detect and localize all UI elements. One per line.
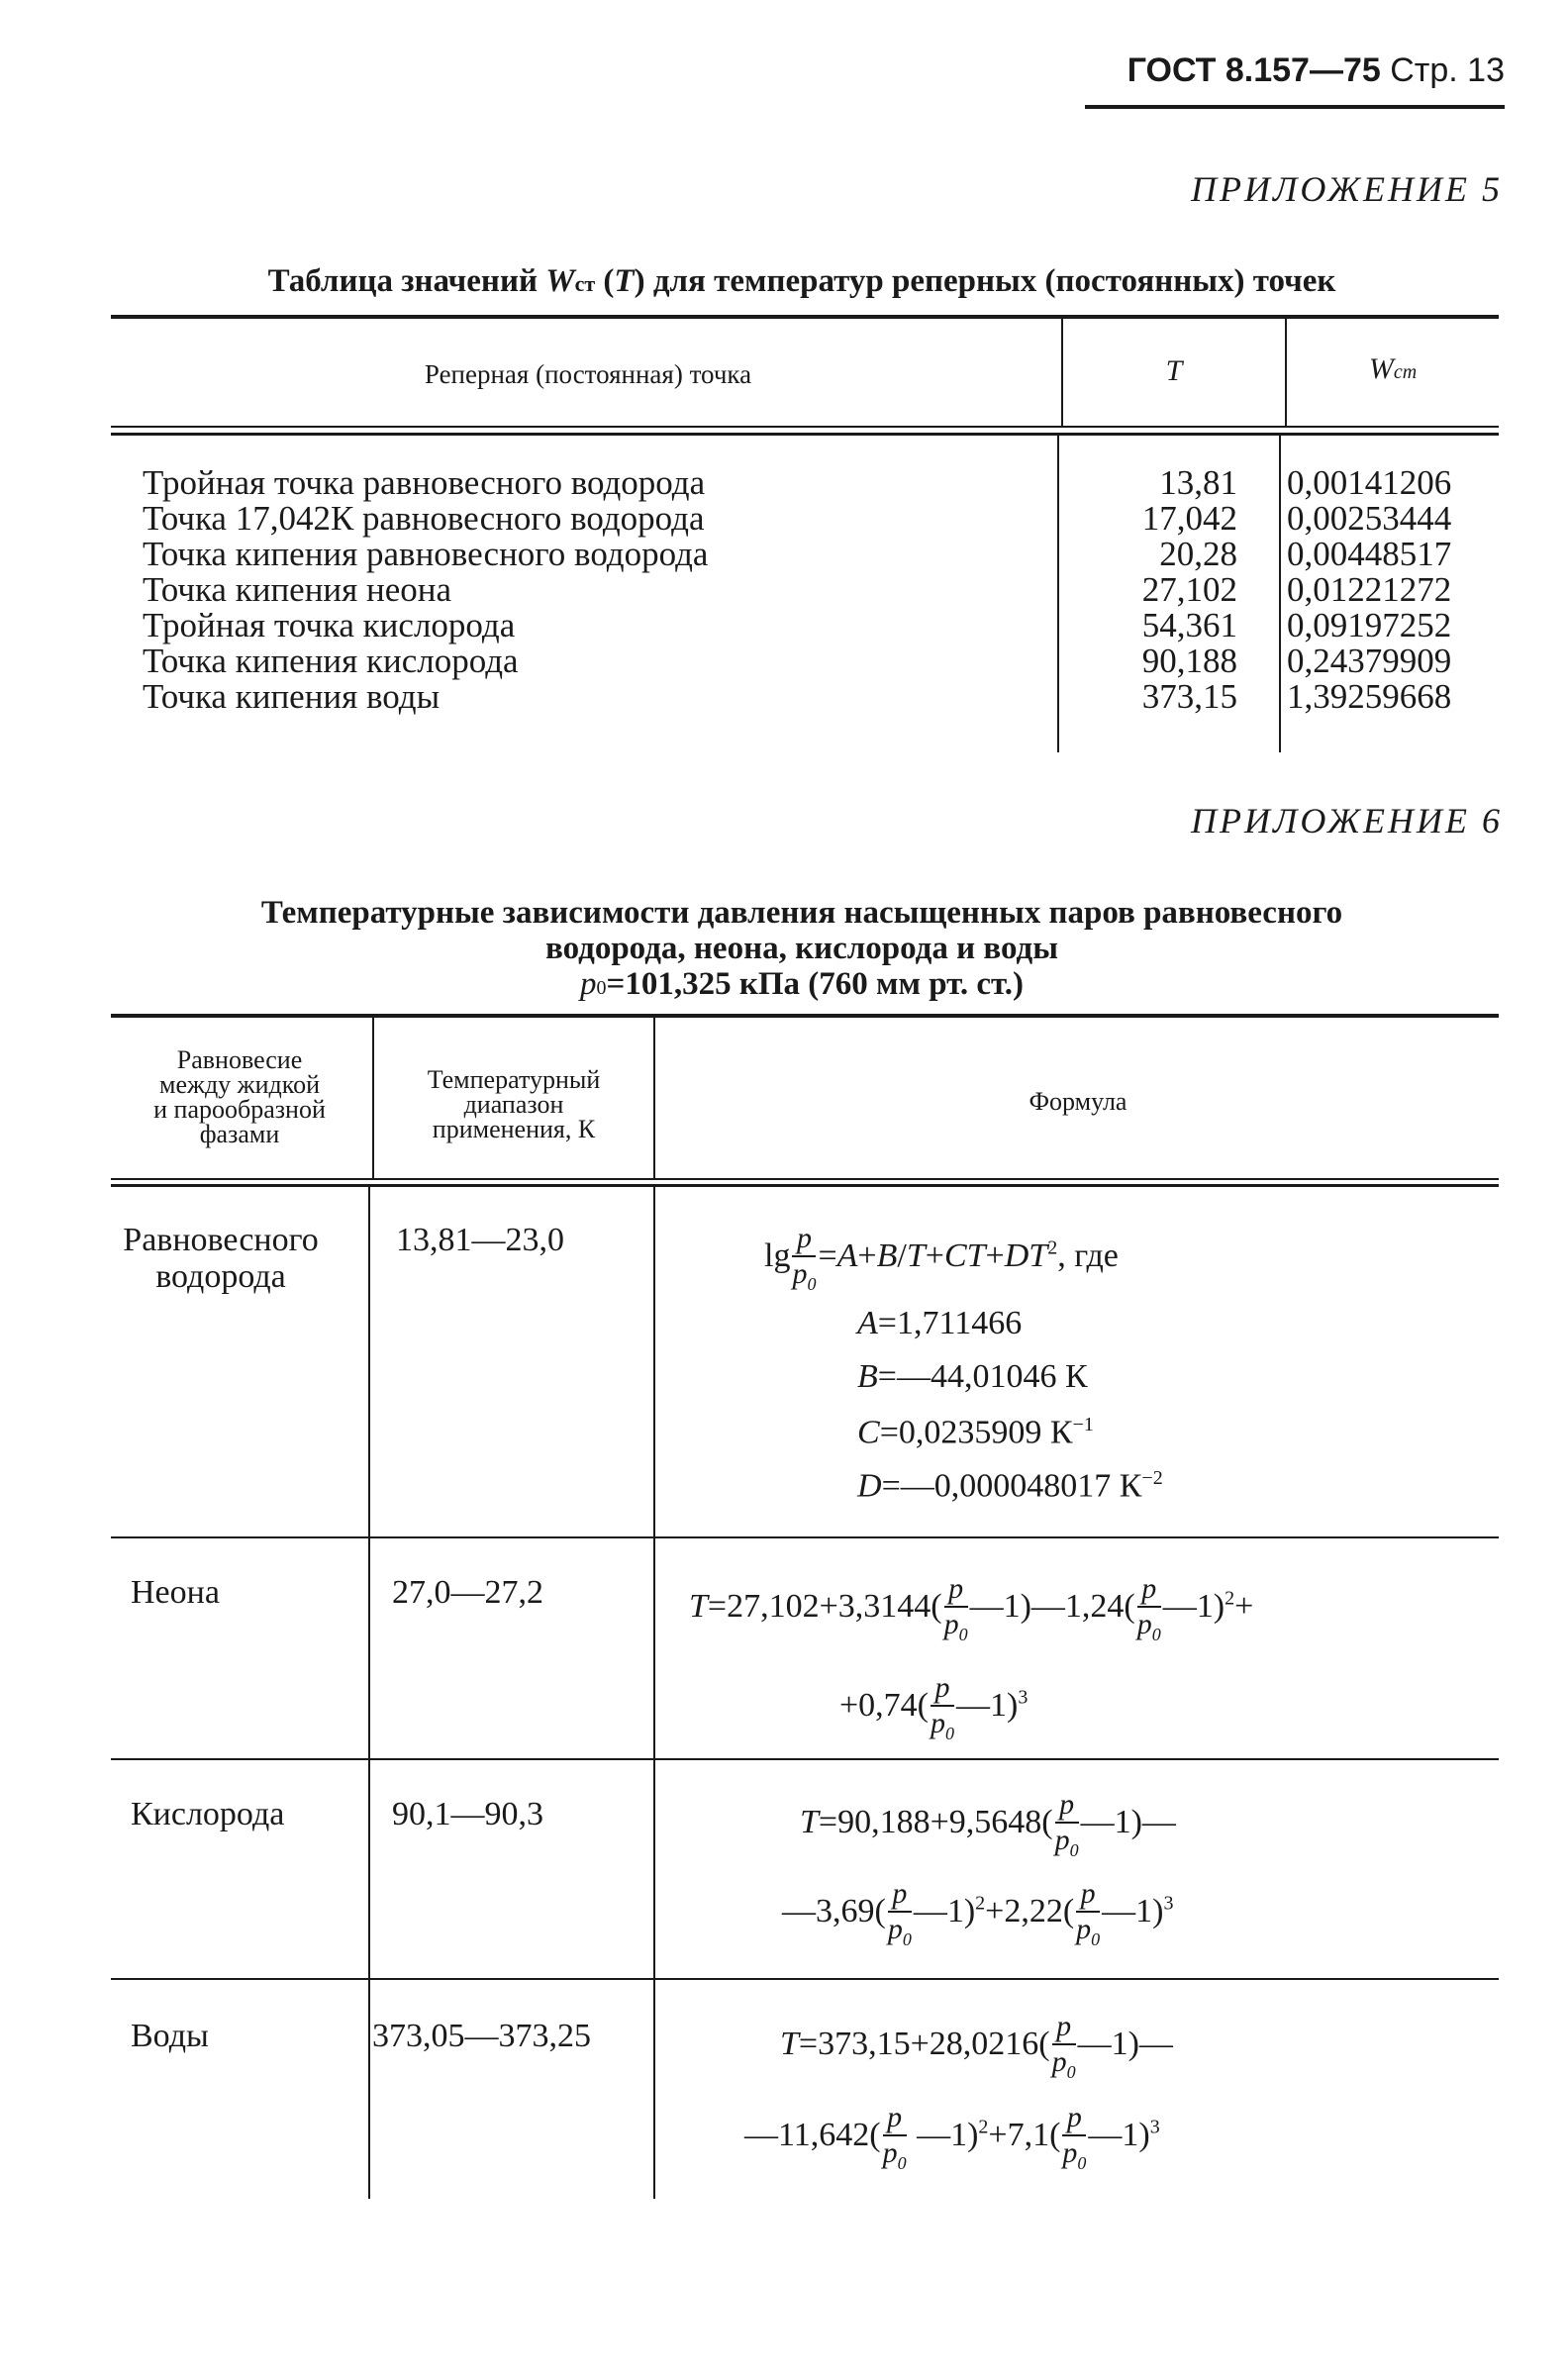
table1-vline-1: [1057, 436, 1059, 752]
table1-cell-w: 0,09197252: [1287, 606, 1452, 644]
page-number: Стр. 13: [1390, 51, 1505, 89]
table1-cell-w: 0,01221272: [1287, 570, 1452, 609]
row-hydrogen-substance: Равновесного водорода: [123, 1222, 319, 1295]
table1-cell-point: Тройная точка равновесного водорода: [143, 463, 706, 502]
table2-vline-1h: [372, 1018, 374, 1178]
table1-cell-w: 0,24379909: [1287, 642, 1452, 680]
standard-number: ГОСТ 8.157—75: [1127, 51, 1381, 89]
table1-vline-2h: [1285, 319, 1287, 426]
appendix-6-title-3: p0=101,325 кПа (760 мм рт. ст.): [580, 966, 1024, 1002]
table1-cell-t: 90,188: [1141, 642, 1237, 680]
table2-vline-1: [368, 1187, 370, 2199]
row-oxygen-formula-1: T=90,188+9,5648( $\frac{p}{p_0}$ —1)—: [800, 1788, 1176, 1860]
table1-cell-point: Точка 17,042К равновесного водорода: [143, 499, 705, 538]
table2-row-rule-2: [111, 1758, 1499, 1760]
table1-cell-w: 0,00448517: [1287, 535, 1452, 573]
table1-cell-point: Точка кипения воды: [143, 677, 441, 716]
table1-cell-w: 0,00141206: [1287, 463, 1452, 502]
appendix-6-title-1: Температурные зависимости давления насыщенных паров равновесного: [260, 895, 1343, 931]
table2-row-rule-3: [111, 1978, 1499, 1980]
table1-col-t: T: [1165, 354, 1183, 387]
table1-cell-point: Точка кипения неона: [143, 570, 452, 609]
row-hydrogen-formula-4: C=0,0235909 $К^{-1}$: [857, 1414, 1094, 1451]
table1-header-rule-1: [111, 426, 1499, 428]
page-header: [1079, 51, 1505, 90]
row-neon-formula-1: T=27,102+3,3144( $\frac{p}{p_0}$ —1)—1,24( $\frac{p}{p_0}$ —1)$^2$+: [689, 1572, 1254, 1644]
row-hydrogen-formula-5: D=—0,000048017 $К^{-2}$: [857, 1467, 1163, 1505]
table2-vline-2: [653, 1187, 655, 2199]
table1-cell-point: Точка кипения кислорода: [143, 642, 519, 680]
table1-cell-t: 20,28: [1159, 535, 1237, 573]
table2-header-rule-2: [111, 1184, 1499, 1187]
header-rule: [1085, 105, 1505, 109]
appendix-5-label: ПРИЛОЖЕНИЕ 5: [1191, 169, 1503, 209]
row-oxygen-formula-2: —3,69( $\frac{p}{p_0}$ —1)$^2$+2,22( $\frac{p}{p_0}$ —1)$^3$: [782, 1877, 1174, 1949]
row-water-substance: Воды: [131, 2018, 209, 2054]
row-hydrogen-formula-2: A=1,711466: [857, 1305, 1023, 1341]
appendix-6-label: ПРИЛОЖЕНИЕ 6: [1191, 801, 1503, 841]
row-hydrogen-formula-3: B=—44,01046 К: [857, 1358, 1088, 1395]
table2-top-rule: [111, 1014, 1499, 1018]
appendix-6-title-2: водорода, неона, кислорода и воды: [544, 931, 1058, 966]
row-hydrogen-range: 13,81—23,0: [396, 1222, 564, 1258]
table2-col-phase: Равновесие между жидкой и парообразной фазами: [153, 1045, 326, 1148]
table1-cell-w: 1,39259668: [1287, 677, 1452, 716]
table1-point-names: [143, 465, 708, 715]
table2-header-rule-1: [111, 1178, 1499, 1180]
row-water-formula-1: T=373,15+28,0216( $\frac{p}{p_0}$ —1)—: [780, 2010, 1173, 2082]
row-water-formula-2: —11,642( $\frac{p}{p_0}$ —1)$^2$+7,1( $\frac{p}{p_0}$ —1)$^3$: [744, 2101, 1160, 2173]
table1-cell-w: 0,00253444: [1287, 499, 1452, 538]
row-neon-substance: Неона: [131, 1574, 220, 1611]
table2-row-rule-1: [111, 1536, 1499, 1538]
table2-col-formula: Формула: [1029, 1087, 1127, 1116]
appendix-5-title: Таблица значений Wст (T) для температур реперных (постоянных) точек: [267, 263, 1336, 299]
table1-cell-t: 13,81: [1159, 463, 1237, 502]
table1-cell-t: 27,102: [1141, 570, 1237, 609]
table1-cell-t: 17,042: [1141, 499, 1237, 538]
table1-t-values: [1069, 465, 1237, 715]
table1-top-rule: [111, 315, 1499, 319]
table1-vline-1h: [1061, 319, 1063, 426]
row-hydrogen-formula-1: lg $\frac{p}{p_0}$ $=A+B/T+CT+DT^2$, где: [764, 1222, 1119, 1294]
table1-vline-2: [1279, 436, 1281, 752]
table1-cell-point: Точка кипения равновесного водорода: [143, 535, 709, 573]
table1-cell-point: Тройная точка кислорода: [143, 606, 516, 644]
row-water-range: 373,05—373,25: [372, 2018, 591, 2054]
table1-col-point: Реперная (постоянная) точка: [424, 359, 752, 389]
table1-cell-t: 373,15: [1141, 677, 1237, 716]
table2-col-range: Температурный диапазон применения, К: [427, 1065, 601, 1143]
table1-w-values: [1287, 465, 1451, 715]
table2-vline-2h: [653, 1018, 655, 1178]
row-neon-formula-2: +0,74( $\frac{p}{p_0}$ —1)$^3$: [839, 1671, 1029, 1743]
table1-col-w: Wст: [1368, 352, 1418, 385]
row-oxygen-range: 90,1—90,3: [392, 1796, 543, 1832]
table1-header-rule-2: [111, 433, 1499, 436]
table1-cell-t: 54,361: [1141, 606, 1237, 644]
row-neon-range: 27,0—27,2: [392, 1574, 543, 1611]
row-oxygen-substance: Кислорода: [131, 1796, 285, 1832]
